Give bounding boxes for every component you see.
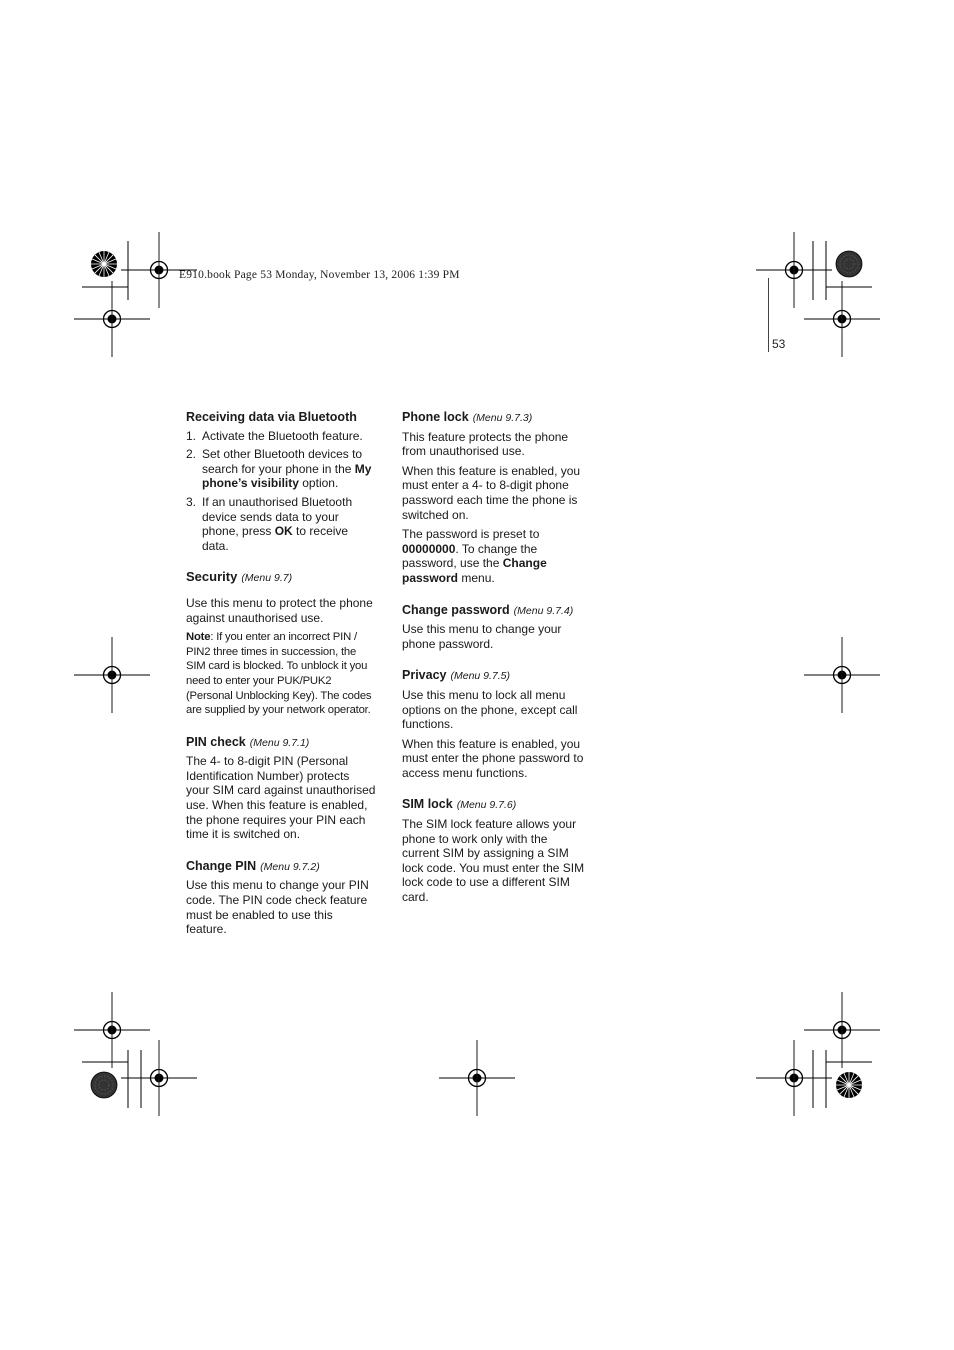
section-heading-receiving: Receiving data via Bluetooth <box>186 410 357 424</box>
text-part: The password is preset to <box>402 527 540 542</box>
color-bar-icon <box>91 1072 117 1098</box>
step-number: 2. <box>186 447 197 462</box>
list-item <box>186 495 376 553</box>
paragraph: Use this menu to change your PIN code. The PIN code check feature must be enabled to use this feature. <box>186 878 369 937</box>
heading-text: PIN check <box>186 734 246 749</box>
step-text: Activate the Bluetooth feature. <box>202 428 363 443</box>
page-number-rule <box>768 278 769 352</box>
registration-mark-icon <box>74 281 150 357</box>
page-number: 53 <box>772 337 786 351</box>
text-part: . To change the password, use the <box>402 541 538 571</box>
paragraph: This feature protects the phone from unauthorised use. <box>402 429 569 459</box>
menu-reference: (Menu 9.7.5) <box>450 670 511 683</box>
color-bar-icon <box>836 1072 862 1098</box>
step-text-part: Set other Bluetooth devices to search for your phone in the <box>202 447 363 476</box>
color-bar-icon <box>91 251 117 277</box>
print-slug: E910.book Page 53 Monday, November 13, 2006 1:39 PM <box>179 269 460 281</box>
heading-text: Security <box>186 569 238 585</box>
heading-text: SIM lock <box>402 797 453 812</box>
key-name: OK <box>274 524 293 539</box>
heading-text: Change password <box>402 602 510 617</box>
section-heading-security <box>186 570 376 586</box>
color-bar-icon <box>836 251 862 277</box>
step-number: 3. <box>186 494 197 509</box>
menu-reference: (Menu 9.7.6) <box>456 799 517 812</box>
registration-mark-icon <box>756 1040 832 1116</box>
paragraph <box>402 527 587 585</box>
registration-mark-icon <box>804 637 880 713</box>
list-item <box>186 429 376 444</box>
paragraph: When this feature is enabled, you must enter a 4- to 8-digit phone password each time the phone is switched on. <box>402 463 581 522</box>
registration-mark-icon <box>804 281 880 357</box>
left-column <box>186 410 376 942</box>
heading-text: Change PIN <box>186 858 257 873</box>
paragraph: Use this menu to protect the phone against unauthorised use. <box>186 595 373 625</box>
list-item <box>186 447 376 491</box>
section-heading-change-password <box>402 603 587 619</box>
step-text-part: option. <box>298 476 339 491</box>
paragraph: The 4- to 8-digit PIN (Personal Identification Number) protects your SIM card against unauthorised use. When this feature is enabled, the phone requires your PIN each time it is switched on. <box>186 754 376 842</box>
menu-reference: (Menu 9.7.4) <box>513 604 574 617</box>
steps-list <box>186 429 376 554</box>
note-label: Note <box>186 631 211 644</box>
menu-reference: (Menu 9.7.1) <box>249 736 310 749</box>
paragraph: The SIM lock feature allows your phone to work only with the current SIM by assigning a SIM lock code. You must enter the SIM lock code to use a different SIM card. <box>402 817 585 905</box>
section-heading-pin-check <box>186 735 376 751</box>
menu-reference: (Menu 9.7.2) <box>260 860 320 873</box>
step-text-part: If an unauthorised Bluetooth device sends data to your phone, press <box>202 494 353 539</box>
paragraph: Use this menu to lock all menu options on the phone, except call functions. <box>402 687 578 732</box>
registration-mark-icon <box>439 1040 515 1116</box>
step-text-part: to receive data. <box>202 524 349 553</box>
menu-option-name: Change password <box>402 556 547 585</box>
note-paragraph <box>186 630 376 718</box>
step-number: 1. <box>186 428 197 443</box>
menu-option-name: My phone’s visibility <box>202 461 372 491</box>
right-column <box>402 410 587 910</box>
section-heading-privacy <box>402 668 587 684</box>
step-text <box>202 495 376 553</box>
step-text <box>202 447 376 491</box>
heading-text: Phone lock <box>402 410 469 424</box>
menu-reference: (Menu 9.7.3) <box>472 412 533 424</box>
default-password: 00000000 <box>402 541 456 556</box>
section-heading-phone-lock <box>402 410 587 426</box>
heading-text: Privacy <box>402 668 447 683</box>
registration-mark-icon <box>804 992 880 1068</box>
menu-reference: (Menu 9.7) <box>241 572 293 585</box>
registration-mark-icon <box>74 992 150 1068</box>
text-part: menu. <box>458 570 495 585</box>
note-text: : If you enter an incorrect PIN / PIN2 three times in succession, the SIM card is blocked. To unblock it you need to enter your PUK/PUK2 (Personal Unblocking Key). The codes are supplied by your network operator. <box>186 631 372 717</box>
registration-mark-icon <box>121 1040 197 1116</box>
section-heading-change-pin <box>186 859 376 875</box>
registration-mark-icon <box>74 637 150 713</box>
paragraph: Use this menu to change your phone password. <box>402 622 562 651</box>
paragraph: When this feature is enabled, you must enter the phone password to access menu functions. <box>402 736 584 780</box>
section-heading-sim-lock <box>402 797 587 813</box>
